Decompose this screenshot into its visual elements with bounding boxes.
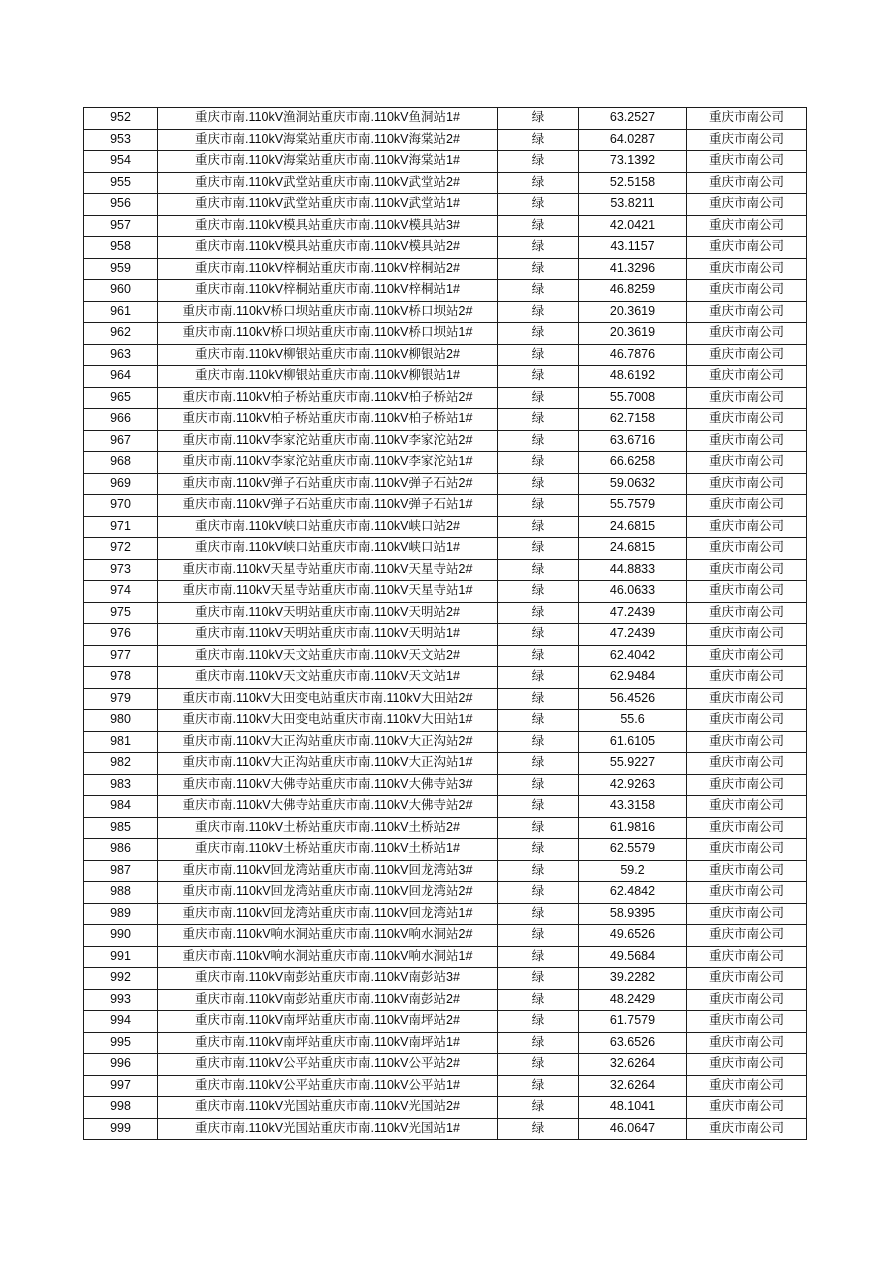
value-cell: 62.4042 [579, 645, 687, 667]
table-row [84, 366, 807, 388]
value-cell: 55.6 [579, 710, 687, 732]
status-cell: 绿 [498, 1097, 579, 1119]
value-cell: 47.2439 [579, 624, 687, 646]
station-name-cell: 重庆市南.110kV模具站重庆市南.110kV模具站3# [158, 215, 498, 237]
table-row [84, 108, 807, 130]
company-cell: 重庆市南公司 [687, 710, 807, 732]
station-name-cell: 重庆市南.110kV南坪站重庆市南.110kV南坪站2# [158, 1011, 498, 1033]
company-cell: 重庆市南公司 [687, 602, 807, 624]
company-cell: 重庆市南公司 [687, 1097, 807, 1119]
row-index-cell: 977 [84, 645, 158, 667]
row-index-cell: 960 [84, 280, 158, 302]
status-cell: 绿 [498, 1054, 579, 1076]
row-index-cell: 972 [84, 538, 158, 560]
row-index-cell: 996 [84, 1054, 158, 1076]
row-index-cell: 974 [84, 581, 158, 603]
row-index-cell: 967 [84, 430, 158, 452]
table-row [84, 215, 807, 237]
station-name-cell: 重庆市南.110kV回龙湾站重庆市南.110kV回龙湾站1# [158, 903, 498, 925]
value-cell: 61.6105 [579, 731, 687, 753]
status-cell: 绿 [498, 194, 579, 216]
status-cell: 绿 [498, 452, 579, 474]
row-index-cell: 997 [84, 1075, 158, 1097]
row-index-cell: 959 [84, 258, 158, 280]
company-cell: 重庆市南公司 [687, 903, 807, 925]
station-name-cell: 重庆市南.110kV南彭站重庆市南.110kV南彭站2# [158, 989, 498, 1011]
value-cell: 46.7876 [579, 344, 687, 366]
row-index-cell: 955 [84, 172, 158, 194]
row-index-cell: 981 [84, 731, 158, 753]
value-cell: 61.7579 [579, 1011, 687, 1033]
row-index-cell: 976 [84, 624, 158, 646]
station-name-cell: 重庆市南.110kV大田变电站重庆市南.110kV大田站1# [158, 710, 498, 732]
row-index-cell: 995 [84, 1032, 158, 1054]
station-name-cell: 重庆市南.110kV李家沱站重庆市南.110kV李家沱站2# [158, 430, 498, 452]
table-row [84, 452, 807, 474]
table-row [84, 731, 807, 753]
value-cell: 49.6526 [579, 925, 687, 947]
status-cell: 绿 [498, 473, 579, 495]
station-name-cell: 重庆市南.110kV光国站重庆市南.110kV光国站1# [158, 1118, 498, 1140]
table-row [84, 495, 807, 517]
station-name-cell: 重庆市南.110kV梓桐站重庆市南.110kV梓桐站1# [158, 280, 498, 302]
company-cell: 重庆市南公司 [687, 280, 807, 302]
table-row [84, 430, 807, 452]
row-index-cell: 963 [84, 344, 158, 366]
station-name-cell: 重庆市南.110kV武堂站重庆市南.110kV武堂站1# [158, 194, 498, 216]
status-cell: 绿 [498, 366, 579, 388]
value-cell: 44.8833 [579, 559, 687, 581]
row-index-cell: 965 [84, 387, 158, 409]
company-cell: 重庆市南公司 [687, 215, 807, 237]
value-cell: 55.7579 [579, 495, 687, 517]
value-cell: 20.3619 [579, 323, 687, 345]
table-row [84, 280, 807, 302]
station-name-cell: 重庆市南.110kV大佛寺站重庆市南.110kV大佛寺站2# [158, 796, 498, 818]
status-cell: 绿 [498, 882, 579, 904]
status-cell: 绿 [498, 774, 579, 796]
station-name-cell: 重庆市南.110kV大正沟站重庆市南.110kV大正沟站1# [158, 753, 498, 775]
company-cell: 重庆市南公司 [687, 774, 807, 796]
substation-table [83, 107, 807, 1140]
status-cell: 绿 [498, 1075, 579, 1097]
company-cell: 重庆市南公司 [687, 1118, 807, 1140]
value-cell: 61.9816 [579, 817, 687, 839]
company-cell: 重庆市南公司 [687, 882, 807, 904]
company-cell: 重庆市南公司 [687, 1032, 807, 1054]
status-cell: 绿 [498, 645, 579, 667]
status-cell: 绿 [498, 323, 579, 345]
station-name-cell: 重庆市南.110kV天明站重庆市南.110kV天明站1# [158, 624, 498, 646]
station-name-cell: 重庆市南.110kV天文站重庆市南.110kV天文站2# [158, 645, 498, 667]
company-cell: 重庆市南公司 [687, 817, 807, 839]
value-cell: 62.7158 [579, 409, 687, 431]
value-cell: 55.7008 [579, 387, 687, 409]
station-name-cell: 重庆市南.110kV回龙湾站重庆市南.110kV回龙湾站2# [158, 882, 498, 904]
company-cell: 重庆市南公司 [687, 430, 807, 452]
company-cell: 重庆市南公司 [687, 108, 807, 130]
value-cell: 62.4842 [579, 882, 687, 904]
table-row [84, 581, 807, 603]
table-row [84, 538, 807, 560]
value-cell: 48.2429 [579, 989, 687, 1011]
status-cell: 绿 [498, 602, 579, 624]
table-row [84, 1032, 807, 1054]
status-cell: 绿 [498, 516, 579, 538]
status-cell: 绿 [498, 1118, 579, 1140]
station-name-cell: 重庆市南.110kV李家沱站重庆市南.110kV李家沱站1# [158, 452, 498, 474]
status-cell: 绿 [498, 344, 579, 366]
status-cell: 绿 [498, 301, 579, 323]
value-cell: 46.0647 [579, 1118, 687, 1140]
value-cell: 64.0287 [579, 129, 687, 151]
status-cell: 绿 [498, 430, 579, 452]
station-name-cell: 重庆市南.110kV南彭站重庆市南.110kV南彭站3# [158, 968, 498, 990]
table-row [84, 645, 807, 667]
table-row [84, 774, 807, 796]
station-name-cell: 重庆市南.110kV峡口站重庆市南.110kV峡口站1# [158, 538, 498, 560]
status-cell: 绿 [498, 667, 579, 689]
value-cell: 32.6264 [579, 1054, 687, 1076]
row-index-cell: 978 [84, 667, 158, 689]
company-cell: 重庆市南公司 [687, 473, 807, 495]
company-cell: 重庆市南公司 [687, 194, 807, 216]
row-index-cell: 956 [84, 194, 158, 216]
row-index-cell: 964 [84, 366, 158, 388]
value-cell: 47.2439 [579, 602, 687, 624]
company-cell: 重庆市南公司 [687, 860, 807, 882]
table-row [84, 1097, 807, 1119]
row-index-cell: 989 [84, 903, 158, 925]
company-cell: 重庆市南公司 [687, 753, 807, 775]
row-index-cell: 966 [84, 409, 158, 431]
table-row [84, 946, 807, 968]
value-cell: 41.3296 [579, 258, 687, 280]
row-index-cell: 984 [84, 796, 158, 818]
status-cell: 绿 [498, 495, 579, 517]
row-index-cell: 999 [84, 1118, 158, 1140]
status-cell: 绿 [498, 946, 579, 968]
status-cell: 绿 [498, 129, 579, 151]
company-cell: 重庆市南公司 [687, 495, 807, 517]
table-row [84, 710, 807, 732]
table-row [84, 1011, 807, 1033]
row-index-cell: 979 [84, 688, 158, 710]
station-name-cell: 重庆市南.110kV天星寺站重庆市南.110kV天星寺站1# [158, 581, 498, 603]
table-row [84, 667, 807, 689]
station-name-cell: 重庆市南.110kV大正沟站重庆市南.110kV大正沟站2# [158, 731, 498, 753]
table-row [84, 903, 807, 925]
value-cell: 42.0421 [579, 215, 687, 237]
company-cell: 重庆市南公司 [687, 237, 807, 259]
value-cell: 48.6192 [579, 366, 687, 388]
table-row [84, 409, 807, 431]
company-cell: 重庆市南公司 [687, 344, 807, 366]
value-cell: 32.6264 [579, 1075, 687, 1097]
row-index-cell: 985 [84, 817, 158, 839]
table-row [84, 129, 807, 151]
value-cell: 53.8211 [579, 194, 687, 216]
company-cell: 重庆市南公司 [687, 1011, 807, 1033]
station-name-cell: 重庆市南.110kV大佛寺站重庆市南.110kV大佛寺站3# [158, 774, 498, 796]
station-name-cell: 重庆市南.110kV响水洞站重庆市南.110kV响水洞站2# [158, 925, 498, 947]
status-cell: 绿 [498, 839, 579, 861]
table-row [84, 817, 807, 839]
value-cell: 59.0632 [579, 473, 687, 495]
value-cell: 42.9263 [579, 774, 687, 796]
table-row [84, 172, 807, 194]
value-cell: 24.6815 [579, 516, 687, 538]
company-cell: 重庆市南公司 [687, 559, 807, 581]
company-cell: 重庆市南公司 [687, 258, 807, 280]
table-row [84, 516, 807, 538]
station-name-cell: 重庆市南.110kV桥口坝站重庆市南.110kV桥口坝站2# [158, 301, 498, 323]
value-cell: 48.1041 [579, 1097, 687, 1119]
status-cell: 绿 [498, 215, 579, 237]
station-name-cell: 重庆市南.110kV南坪站重庆市南.110kV南坪站1# [158, 1032, 498, 1054]
status-cell: 绿 [498, 624, 579, 646]
company-cell: 重庆市南公司 [687, 538, 807, 560]
station-name-cell: 重庆市南.110kV梓桐站重庆市南.110kV梓桐站2# [158, 258, 498, 280]
station-name-cell: 重庆市南.110kV天文站重庆市南.110kV天文站1# [158, 667, 498, 689]
row-index-cell: 987 [84, 860, 158, 882]
table-row [84, 237, 807, 259]
table-row [84, 688, 807, 710]
substation-table-container [83, 107, 806, 1140]
company-cell: 重庆市南公司 [687, 1054, 807, 1076]
row-index-cell: 970 [84, 495, 158, 517]
company-cell: 重庆市南公司 [687, 796, 807, 818]
station-name-cell: 重庆市南.110kV柏子桥站重庆市南.110kV柏子桥站2# [158, 387, 498, 409]
table-row [84, 1054, 807, 1076]
table-row [84, 1075, 807, 1097]
row-index-cell: 971 [84, 516, 158, 538]
value-cell: 62.9484 [579, 667, 687, 689]
status-cell: 绿 [498, 280, 579, 302]
status-cell: 绿 [498, 237, 579, 259]
status-cell: 绿 [498, 753, 579, 775]
row-index-cell: 953 [84, 129, 158, 151]
station-name-cell: 重庆市南.110kV光国站重庆市南.110kV光国站2# [158, 1097, 498, 1119]
company-cell: 重庆市南公司 [687, 301, 807, 323]
station-name-cell: 重庆市南.110kV公平站重庆市南.110kV公平站2# [158, 1054, 498, 1076]
status-cell: 绿 [498, 688, 579, 710]
status-cell: 绿 [498, 538, 579, 560]
station-name-cell: 重庆市南.110kV响水洞站重庆市南.110kV响水洞站1# [158, 946, 498, 968]
status-cell: 绿 [498, 409, 579, 431]
company-cell: 重庆市南公司 [687, 968, 807, 990]
table-row [84, 602, 807, 624]
table-row [84, 559, 807, 581]
company-cell: 重庆市南公司 [687, 839, 807, 861]
table-row [84, 860, 807, 882]
row-index-cell: 975 [84, 602, 158, 624]
status-cell: 绿 [498, 172, 579, 194]
company-cell: 重庆市南公司 [687, 624, 807, 646]
station-name-cell: 重庆市南.110kV柳银站重庆市南.110kV柳银站2# [158, 344, 498, 366]
value-cell: 62.5579 [579, 839, 687, 861]
row-index-cell: 990 [84, 925, 158, 947]
station-name-cell: 重庆市南.110kV峡口站重庆市南.110kV峡口站2# [158, 516, 498, 538]
station-name-cell: 重庆市南.110kV模具站重庆市南.110kV模具站2# [158, 237, 498, 259]
value-cell: 49.5684 [579, 946, 687, 968]
value-cell: 39.2282 [579, 968, 687, 990]
row-index-cell: 961 [84, 301, 158, 323]
value-cell: 46.0633 [579, 581, 687, 603]
company-cell: 重庆市南公司 [687, 645, 807, 667]
station-name-cell: 重庆市南.110kV武堂站重庆市南.110kV武堂站2# [158, 172, 498, 194]
row-index-cell: 980 [84, 710, 158, 732]
station-name-cell: 重庆市南.110kV海棠站重庆市南.110kV海棠站2# [158, 129, 498, 151]
company-cell: 重庆市南公司 [687, 989, 807, 1011]
value-cell: 24.6815 [579, 538, 687, 560]
status-cell: 绿 [498, 731, 579, 753]
status-cell: 绿 [498, 968, 579, 990]
station-name-cell: 重庆市南.110kV弹子石站重庆市南.110kV弹子石站2# [158, 473, 498, 495]
table-row [84, 796, 807, 818]
substation-table-body [84, 108, 807, 1140]
row-index-cell: 952 [84, 108, 158, 130]
status-cell: 绿 [498, 989, 579, 1011]
row-index-cell: 992 [84, 968, 158, 990]
table-row [84, 753, 807, 775]
station-name-cell: 重庆市南.110kV天星寺站重庆市南.110kV天星寺站2# [158, 559, 498, 581]
station-name-cell: 重庆市南.110kV柳银站重庆市南.110kV柳银站1# [158, 366, 498, 388]
value-cell: 43.1157 [579, 237, 687, 259]
company-cell: 重庆市南公司 [687, 516, 807, 538]
value-cell: 52.5158 [579, 172, 687, 194]
company-cell: 重庆市南公司 [687, 667, 807, 689]
table-row [84, 925, 807, 947]
row-index-cell: 998 [84, 1097, 158, 1119]
station-name-cell: 重庆市南.110kV桥口坝站重庆市南.110kV桥口坝站1# [158, 323, 498, 345]
value-cell: 63.6716 [579, 430, 687, 452]
table-row [84, 989, 807, 1011]
status-cell: 绿 [498, 258, 579, 280]
table-row [84, 344, 807, 366]
table-row [84, 301, 807, 323]
company-cell: 重庆市南公司 [687, 409, 807, 431]
company-cell: 重庆市南公司 [687, 731, 807, 753]
company-cell: 重庆市南公司 [687, 387, 807, 409]
station-name-cell: 重庆市南.110kV土桥站重庆市南.110kV土桥站1# [158, 839, 498, 861]
status-cell: 绿 [498, 925, 579, 947]
row-index-cell: 957 [84, 215, 158, 237]
company-cell: 重庆市南公司 [687, 172, 807, 194]
value-cell: 43.3158 [579, 796, 687, 818]
status-cell: 绿 [498, 559, 579, 581]
status-cell: 绿 [498, 387, 579, 409]
station-name-cell: 重庆市南.110kV土桥站重庆市南.110kV土桥站2# [158, 817, 498, 839]
company-cell: 重庆市南公司 [687, 452, 807, 474]
table-row [84, 323, 807, 345]
row-index-cell: 994 [84, 1011, 158, 1033]
company-cell: 重庆市南公司 [687, 366, 807, 388]
station-name-cell: 重庆市南.110kV柏子桥站重庆市南.110kV柏子桥站1# [158, 409, 498, 431]
row-index-cell: 991 [84, 946, 158, 968]
row-index-cell: 962 [84, 323, 158, 345]
value-cell: 73.1392 [579, 151, 687, 173]
company-cell: 重庆市南公司 [687, 688, 807, 710]
table-row [84, 882, 807, 904]
row-index-cell: 986 [84, 839, 158, 861]
value-cell: 59.2 [579, 860, 687, 882]
value-cell: 46.8259 [579, 280, 687, 302]
value-cell: 58.9395 [579, 903, 687, 925]
company-cell: 重庆市南公司 [687, 581, 807, 603]
station-name-cell: 重庆市南.110kV海棠站重庆市南.110kV海棠站1# [158, 151, 498, 173]
station-name-cell: 重庆市南.110kV公平站重庆市南.110kV公平站1# [158, 1075, 498, 1097]
table-row [84, 194, 807, 216]
row-index-cell: 958 [84, 237, 158, 259]
value-cell: 56.4526 [579, 688, 687, 710]
company-cell: 重庆市南公司 [687, 946, 807, 968]
table-row [84, 151, 807, 173]
row-index-cell: 969 [84, 473, 158, 495]
status-cell: 绿 [498, 710, 579, 732]
row-index-cell: 954 [84, 151, 158, 173]
row-index-cell: 968 [84, 452, 158, 474]
company-cell: 重庆市南公司 [687, 323, 807, 345]
status-cell: 绿 [498, 860, 579, 882]
row-index-cell: 993 [84, 989, 158, 1011]
status-cell: 绿 [498, 151, 579, 173]
table-row [84, 387, 807, 409]
value-cell: 63.2527 [579, 108, 687, 130]
station-name-cell: 重庆市南.110kV天明站重庆市南.110kV天明站2# [158, 602, 498, 624]
company-cell: 重庆市南公司 [687, 151, 807, 173]
status-cell: 绿 [498, 1011, 579, 1033]
status-cell: 绿 [498, 108, 579, 130]
row-index-cell: 988 [84, 882, 158, 904]
row-index-cell: 982 [84, 753, 158, 775]
row-index-cell: 983 [84, 774, 158, 796]
status-cell: 绿 [498, 581, 579, 603]
status-cell: 绿 [498, 796, 579, 818]
station-name-cell: 重庆市南.110kV回龙湾站重庆市南.110kV回龙湾站3# [158, 860, 498, 882]
status-cell: 绿 [498, 817, 579, 839]
table-row [84, 624, 807, 646]
company-cell: 重庆市南公司 [687, 129, 807, 151]
table-row [84, 839, 807, 861]
table-row [84, 968, 807, 990]
value-cell: 66.6258 [579, 452, 687, 474]
value-cell: 63.6526 [579, 1032, 687, 1054]
station-name-cell: 重庆市南.110kV渔洞站重庆市南.110kV鱼洞站1# [158, 108, 498, 130]
table-row [84, 473, 807, 495]
table-row [84, 1118, 807, 1140]
row-index-cell: 973 [84, 559, 158, 581]
value-cell: 55.9227 [579, 753, 687, 775]
value-cell: 20.3619 [579, 301, 687, 323]
station-name-cell: 重庆市南.110kV弹子石站重庆市南.110kV弹子石站1# [158, 495, 498, 517]
status-cell: 绿 [498, 1032, 579, 1054]
table-row [84, 258, 807, 280]
company-cell: 重庆市南公司 [687, 1075, 807, 1097]
company-cell: 重庆市南公司 [687, 925, 807, 947]
status-cell: 绿 [498, 903, 579, 925]
station-name-cell: 重庆市南.110kV大田变电站重庆市南.110kV大田站2# [158, 688, 498, 710]
